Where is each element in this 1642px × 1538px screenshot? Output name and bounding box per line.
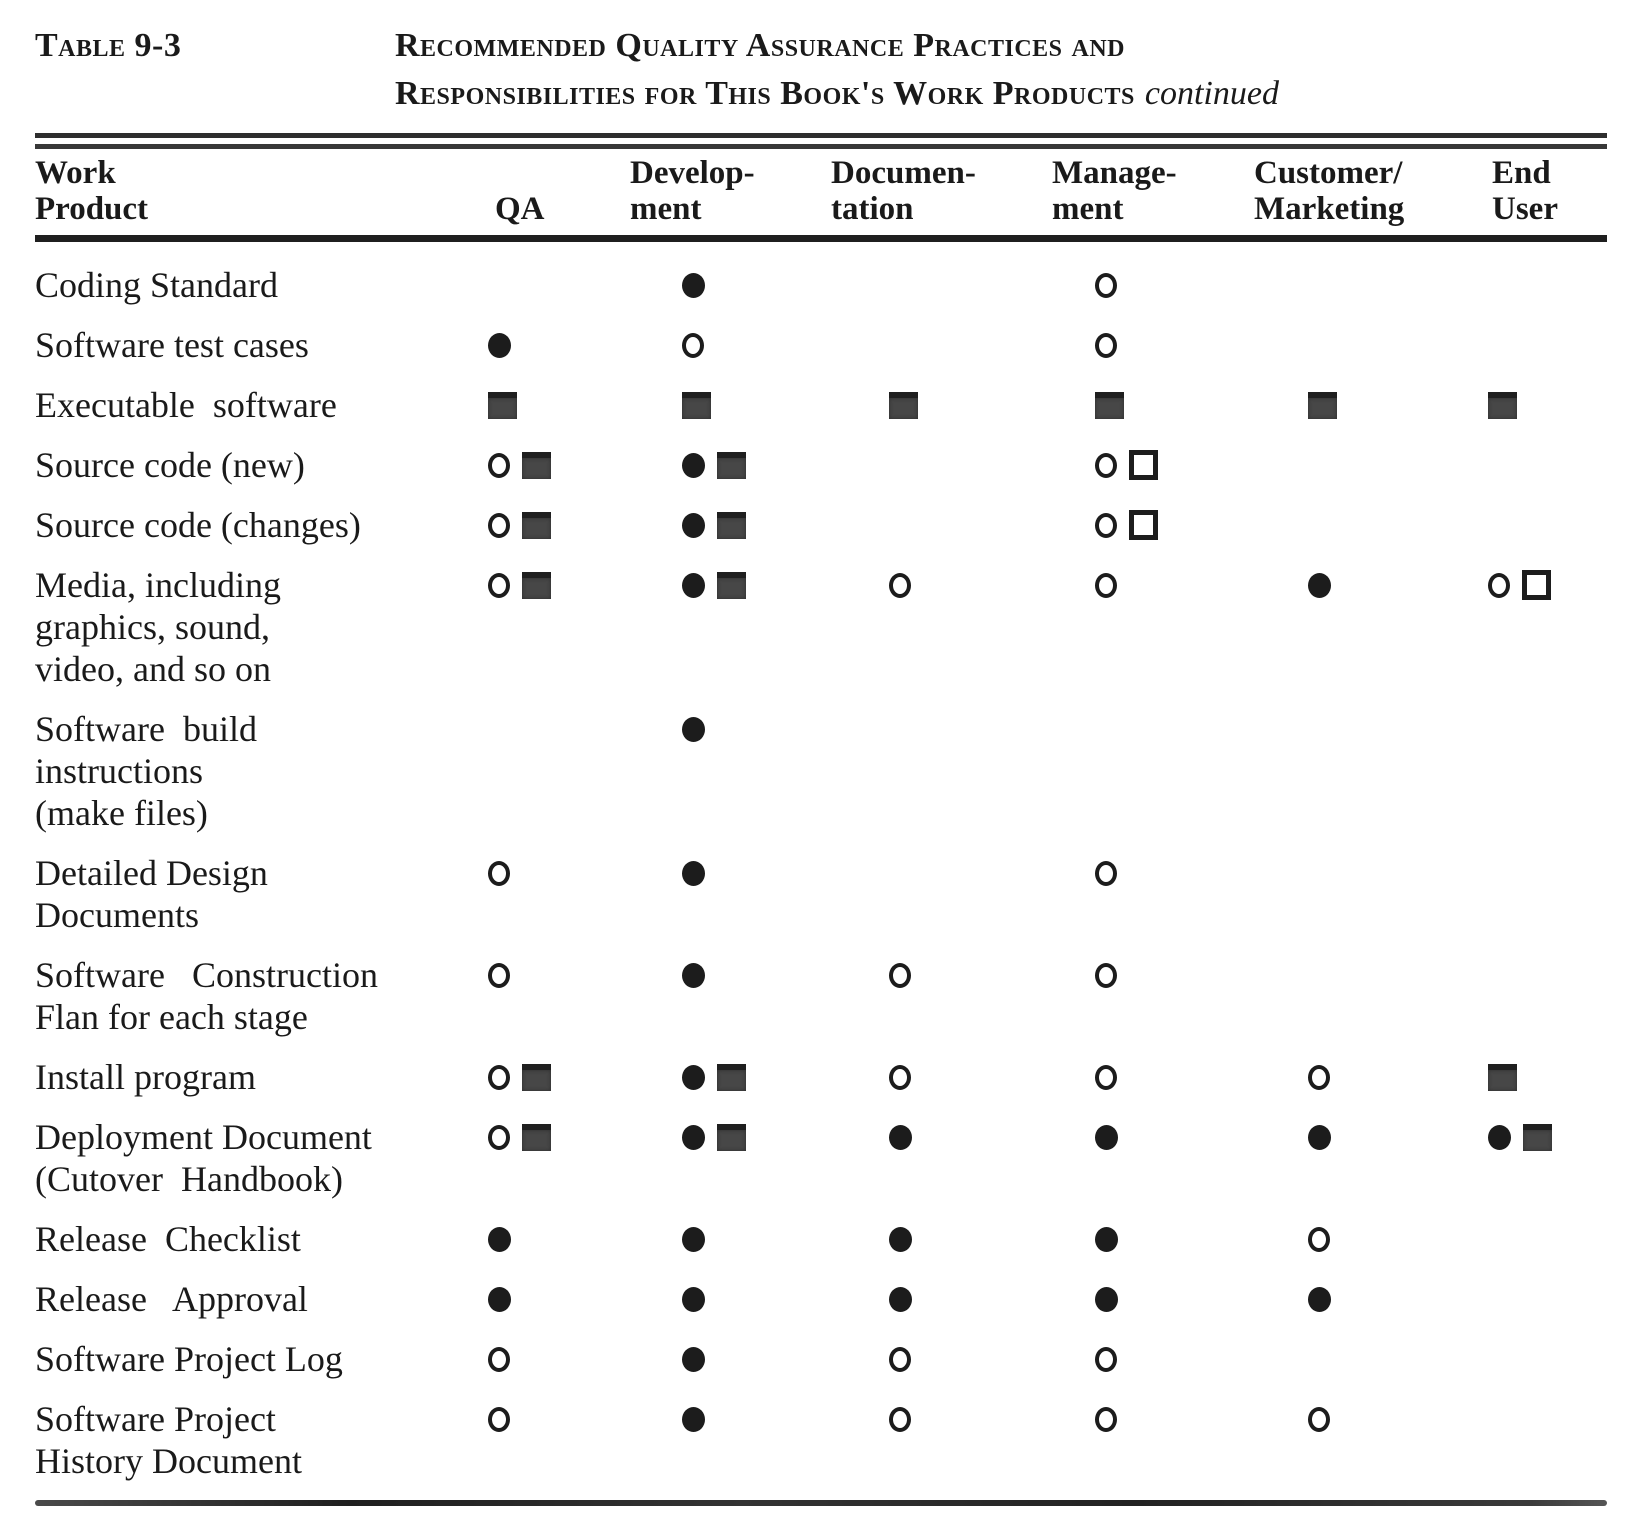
filled-circle-icon (682, 453, 705, 478)
filled-square-icon (522, 452, 551, 479)
column-header-qa (480, 191, 630, 227)
filled-square-icon (717, 1064, 746, 1091)
filled-circle-icon (1308, 1287, 1331, 1312)
open-circle-icon (889, 1065, 911, 1090)
cell-documentation (830, 264, 1050, 306)
cell-qa (480, 324, 630, 366)
open-circle-icon (1095, 861, 1117, 886)
cell-management (1050, 564, 1250, 606)
work-product-label-line: (make files) (35, 793, 208, 833)
filled-circle-icon (488, 1227, 511, 1252)
table-row (35, 852, 1607, 936)
filled-circle-icon (1095, 1227, 1118, 1252)
cell-management (1050, 384, 1250, 426)
filled-square-icon (1488, 1064, 1517, 1091)
cell-end_user (1480, 264, 1607, 306)
work-product-label-line: History Document (35, 1441, 302, 1481)
work-product-label-line: Coding Standard (35, 265, 278, 305)
cell-development (630, 504, 830, 546)
open-circle-icon (889, 1407, 911, 1432)
work-product-label (35, 384, 480, 426)
column-header-documentation (830, 155, 1050, 227)
cell-qa (480, 1056, 630, 1098)
cell-customer_marketing (1250, 384, 1480, 426)
table-row (35, 954, 1607, 1038)
table-title-line2-text: Responsibilities for This Book's Work Products (395, 75, 1135, 112)
cell-qa (480, 384, 630, 426)
filled-square-icon (1523, 1124, 1552, 1151)
cell-end_user (1480, 1398, 1607, 1440)
work-product-label-line: Deployment Document (35, 1117, 372, 1157)
cell-development (630, 852, 830, 894)
table-header-row (35, 149, 1607, 235)
work-product-label (35, 504, 480, 546)
work-product-label (35, 444, 480, 486)
cell-customer_marketing (1250, 1218, 1480, 1260)
table-number-label: Table 9-3 (35, 27, 182, 64)
filled-circle-icon (682, 963, 705, 988)
open-circle-icon (488, 1347, 510, 1372)
work-product-label (35, 1218, 480, 1260)
filled-circle-icon (682, 1065, 705, 1090)
open-circle-icon (1095, 1407, 1117, 1432)
cell-documentation (830, 852, 1050, 894)
filled-square-icon (717, 512, 746, 539)
filled-circle-icon (682, 1287, 705, 1312)
cell-management (1050, 954, 1250, 996)
open-circle-icon (889, 963, 911, 988)
cell-documentation (830, 1278, 1050, 1320)
table-title-line1: Recommended Quality Assurance Practices and (395, 27, 1126, 64)
open-square-icon (1522, 570, 1551, 600)
cell-qa (480, 1338, 630, 1380)
column-header-line: Documen- (831, 155, 976, 191)
filled-circle-icon (1488, 1125, 1511, 1150)
work-product-label (35, 1056, 480, 1098)
cell-management (1050, 708, 1250, 750)
open-circle-icon (1095, 513, 1117, 538)
cell-development (630, 1338, 830, 1380)
open-circle-icon (488, 1065, 510, 1090)
cell-qa (480, 954, 630, 996)
column-header-line: Develop- (630, 155, 755, 191)
column-header-line: tation (831, 191, 914, 227)
table-row (35, 1398, 1607, 1482)
open-circle-icon (889, 1347, 911, 1372)
column-header-line: User (1492, 191, 1558, 227)
column-header-development (630, 155, 830, 227)
cell-documentation (830, 504, 1050, 546)
filled-square-icon (717, 572, 746, 599)
work-product-label-line: Install program (35, 1057, 256, 1097)
cell-end_user (1480, 852, 1607, 894)
column-header-line: QA (495, 191, 545, 227)
column-header-end_user (1480, 155, 1607, 227)
work-product-label (35, 1116, 480, 1200)
work-product-label (35, 264, 480, 306)
cell-qa (480, 852, 630, 894)
table-row (35, 1218, 1607, 1260)
cell-qa (480, 708, 630, 750)
open-circle-icon (1095, 1347, 1117, 1372)
cell-qa (480, 444, 630, 486)
cell-documentation (830, 708, 1050, 750)
filled-square-icon (522, 1064, 551, 1091)
cell-development (630, 564, 830, 606)
table-row (35, 444, 1607, 486)
work-product-label-line: instructions (35, 751, 203, 791)
cell-management (1050, 1116, 1250, 1158)
filled-circle-icon (682, 1407, 705, 1432)
cell-customer_marketing (1250, 504, 1480, 546)
cell-qa (480, 264, 630, 306)
work-product-label-line: Source code (changes) (35, 505, 361, 545)
open-circle-icon (488, 513, 510, 538)
filled-circle-icon (682, 717, 705, 742)
cell-development (630, 954, 830, 996)
table-row (35, 564, 1607, 690)
cell-qa (480, 1218, 630, 1260)
cell-management (1050, 1056, 1250, 1098)
table-row (35, 1116, 1607, 1200)
filled-circle-icon (682, 1227, 705, 1252)
cell-end_user (1480, 708, 1607, 750)
cell-management (1050, 1338, 1250, 1380)
cell-qa (480, 1398, 630, 1440)
cell-end_user (1480, 1278, 1607, 1320)
column-header-line: Manage- (1052, 155, 1177, 191)
cell-development (630, 444, 830, 486)
cell-qa (480, 1116, 630, 1158)
open-circle-icon (889, 573, 911, 598)
cell-development (630, 384, 830, 426)
cell-documentation (830, 1056, 1050, 1098)
open-circle-icon (1488, 573, 1510, 598)
cell-development (630, 324, 830, 366)
cell-development (630, 1278, 830, 1320)
cell-customer_marketing (1250, 1338, 1480, 1380)
filled-circle-icon (682, 273, 705, 298)
filled-circle-icon (682, 573, 705, 598)
table-row (35, 1278, 1607, 1320)
column-header-management (1050, 155, 1250, 227)
table-title (395, 22, 1607, 118)
filled-square-icon (717, 452, 746, 479)
open-circle-icon (1095, 1065, 1117, 1090)
open-circle-icon (488, 1407, 510, 1432)
table-title-line2 (395, 70, 1607, 118)
open-circle-icon (1308, 1065, 1330, 1090)
cell-customer_marketing (1250, 1278, 1480, 1320)
work-product-label (35, 708, 480, 834)
cell-end_user (1480, 1056, 1607, 1098)
work-product-label-line: Executable software (35, 385, 337, 425)
filled-circle-icon (682, 1125, 705, 1150)
work-product-label-line: Flan for each stage (35, 997, 308, 1037)
cell-customer_marketing (1250, 708, 1480, 750)
cell-development (630, 1056, 830, 1098)
cell-end_user (1480, 444, 1607, 486)
filled-square-icon (717, 1124, 746, 1151)
work-product-label (35, 1398, 480, 1482)
cell-customer_marketing (1250, 954, 1480, 996)
work-product-label-line: video, and so on (35, 649, 271, 689)
work-product-label (35, 1338, 480, 1380)
cell-development (630, 1218, 830, 1260)
filled-square-icon (488, 392, 517, 419)
work-product-label-line: Detailed Design (35, 853, 268, 893)
cell-management (1050, 852, 1250, 894)
cell-development (630, 708, 830, 750)
cell-end_user (1480, 384, 1607, 426)
filled-square-icon (522, 512, 551, 539)
cell-management (1050, 1278, 1250, 1320)
work-product-label-line: Release Approval (35, 1279, 308, 1319)
table-header-rule (35, 235, 1607, 242)
cell-qa (480, 564, 630, 606)
work-product-label-line: Media, including (35, 565, 281, 605)
cell-management (1050, 1218, 1250, 1260)
cell-customer_marketing (1250, 564, 1480, 606)
filled-circle-icon (682, 861, 705, 886)
table-row (35, 1056, 1607, 1098)
cell-documentation (830, 1398, 1050, 1440)
cell-documentation (830, 1338, 1050, 1380)
table-title-continued: continued (1144, 75, 1279, 112)
table-row (35, 324, 1607, 366)
filled-circle-icon (1095, 1287, 1118, 1312)
work-product-label-line: Software build (35, 709, 257, 749)
open-circle-icon (488, 861, 510, 886)
cell-end_user (1480, 324, 1607, 366)
cell-management (1050, 504, 1250, 546)
cell-customer_marketing (1250, 444, 1480, 486)
open-circle-icon (682, 333, 704, 358)
cell-customer_marketing (1250, 852, 1480, 894)
open-circle-icon (488, 963, 510, 988)
cell-management (1050, 1398, 1250, 1440)
cell-documentation (830, 564, 1050, 606)
cell-management (1050, 264, 1250, 306)
cell-customer_marketing (1250, 324, 1480, 366)
open-square-icon (1129, 510, 1158, 540)
filled-circle-icon (682, 1347, 705, 1372)
filled-circle-icon (889, 1287, 912, 1312)
filled-square-icon (522, 1124, 551, 1151)
work-product-label-line: Software test cases (35, 325, 309, 365)
work-product-label-line: Software Project Log (35, 1339, 343, 1379)
filled-circle-icon (682, 513, 705, 538)
filled-circle-icon (1308, 573, 1331, 598)
open-circle-icon (1095, 963, 1117, 988)
cell-documentation (830, 954, 1050, 996)
work-product-label (35, 954, 480, 1038)
column-header-line: Work (35, 155, 116, 191)
cell-customer_marketing (1250, 1056, 1480, 1098)
cell-management (1050, 444, 1250, 486)
work-product-label-line: Software Project (35, 1399, 276, 1439)
open-circle-icon (488, 453, 510, 478)
work-product-label-line: Documents (35, 895, 199, 935)
cell-documentation (830, 1218, 1050, 1260)
filled-circle-icon (488, 1287, 511, 1312)
work-product-label-line: Source code (new) (35, 445, 305, 485)
column-header-line: Customer/ (1254, 155, 1403, 191)
table-row (35, 708, 1607, 834)
column-header-line: Product (35, 191, 149, 227)
filled-circle-icon (889, 1125, 912, 1150)
filled-square-icon (1095, 392, 1124, 419)
cell-documentation (830, 324, 1050, 366)
table-row (35, 1338, 1607, 1380)
open-circle-icon (1308, 1227, 1330, 1252)
cell-development (630, 264, 830, 306)
cell-end_user (1480, 564, 1607, 606)
open-circle-icon (1308, 1407, 1330, 1432)
table-caption (35, 0, 1607, 118)
work-product-label (35, 324, 480, 366)
column-header-line: End (1492, 155, 1551, 191)
column-header-line: ment (1052, 191, 1124, 227)
cell-documentation (830, 444, 1050, 486)
filled-square-icon (682, 392, 711, 419)
table-bottom-rule (35, 1500, 1607, 1506)
table-row (35, 504, 1607, 546)
filled-square-icon (1488, 392, 1517, 419)
open-circle-icon (488, 1125, 510, 1150)
cell-end_user (1480, 1218, 1607, 1260)
open-circle-icon (1095, 453, 1117, 478)
cell-documentation (830, 1116, 1050, 1158)
filled-circle-icon (1095, 1125, 1118, 1150)
open-circle-icon (1095, 573, 1117, 598)
work-product-label-line: Software Construction (35, 955, 378, 995)
cell-development (630, 1398, 830, 1440)
open-circle-icon (1095, 273, 1117, 298)
cell-end_user (1480, 1338, 1607, 1380)
filled-square-icon (889, 392, 918, 419)
open-circle-icon (488, 573, 510, 598)
table-body (35, 242, 1607, 1482)
cell-qa (480, 1278, 630, 1320)
column-header-line: ment (630, 191, 702, 227)
cell-end_user (1480, 1116, 1607, 1158)
column-header-line: Marketing (1254, 191, 1405, 227)
cell-customer_marketing (1250, 1116, 1480, 1158)
open-circle-icon (1095, 333, 1117, 358)
work-product-label (35, 852, 480, 936)
work-product-label (35, 1278, 480, 1320)
cell-management (1050, 324, 1250, 366)
cell-qa (480, 504, 630, 546)
filled-circle-icon (1308, 1125, 1331, 1150)
filled-circle-icon (889, 1227, 912, 1252)
cell-end_user (1480, 504, 1607, 546)
work-product-label-line: Release Checklist (35, 1219, 301, 1259)
filled-square-icon (522, 572, 551, 599)
cell-documentation (830, 384, 1050, 426)
work-product-label (35, 564, 480, 690)
cell-end_user (1480, 954, 1607, 996)
column-header-work_product (35, 155, 480, 227)
cell-development (630, 1116, 830, 1158)
filled-square-icon (1308, 392, 1337, 419)
work-product-label-line: graphics, sound, (35, 607, 270, 647)
table-row (35, 384, 1607, 426)
table-row (35, 264, 1607, 306)
work-product-label-line: (Cutover Handbook) (35, 1159, 343, 1199)
column-header-customer_marketing (1250, 155, 1480, 227)
filled-circle-icon (488, 333, 511, 358)
open-square-icon (1129, 450, 1158, 480)
cell-customer_marketing (1250, 1398, 1480, 1440)
cell-customer_marketing (1250, 264, 1480, 306)
table-top-rule (35, 133, 1607, 149)
